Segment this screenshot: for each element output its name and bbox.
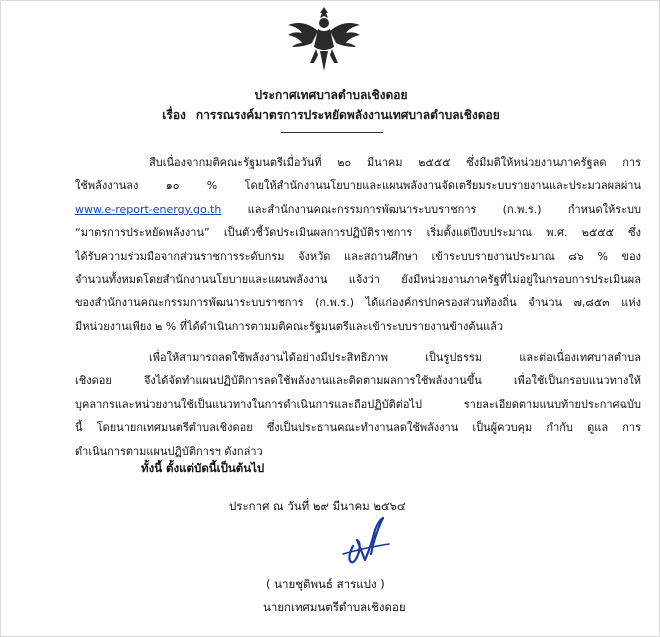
- garuda-emblem-icon: [284, 5, 364, 73]
- paragraph-1-line: จำนวนทั้งหมดโดยสำนักงานนโยบายและแผนพลังงาน แจ้งว่า ยังมีหน่วยงานภาครัฐที่ไม่อยู่ในกรอบการประเมินผล: [75, 273, 641, 287]
- paragraph-1-line: “มาตรการประหยัดพลังงาน” เป็นตัวชี้วัดประเมินผลการปฏิบัติราชการ เริ่มตั้งแต่ปีงบประมาณ พ.ศ. ๒๕๕๕ ซึ่ง: [75, 226, 641, 240]
- paragraph-1-line-text: และสำนักงานคณะกรรมการพัฒนาระบบราชการ (ก.พ.ร.) กำหนดให้ระบบ: [247, 202, 641, 216]
- signatory-position: นายกเทศมนตรีตำบลเชิงดอย: [263, 600, 406, 614]
- paragraph-1-line: ใช้พลังงานลง ๑๐ % โดยให้สำนักงานนโยบายและแผนพลังงานจัดเตรียมระบบรายงานและประมวลผลผ่าน: [75, 179, 641, 193]
- paragraph-2-line: บุคลากรและหน่วยงานใช้เป็นแนวทางในการดำเนินการและถือปฏิบัติต่อไป รายละเอียดตามแนบท้ายประกาศฉบับ: [75, 397, 641, 411]
- report-website-link[interactable]: www.e-report-energy.go.th: [75, 202, 222, 216]
- handwritten-signature-icon: [339, 516, 393, 572]
- closing-statement: ทั้งนี้ ตั้งแต่บัดนี้เป็นต้นไป: [141, 461, 265, 475]
- title-divider: [281, 132, 383, 133]
- document-subject: [1, 106, 660, 125]
- paragraph-2-line: เชิงดอย จึงได้จัดทำแผนปฏิบัติการลดใช้พลังงานและติดตามผลการใช้พลังงานขึ้น เพื่อใช้เป็นกรอบแนวทางให้: [75, 374, 641, 388]
- paragraph-1-line: ของสำนักงานคณะกรรมการพัฒนาระบบราชการ (ก.พ.ร.) ได้แก่องค์กรปกครองส่วนท้องถิ่น จำนวน ๗,๘๕๓ แห่ง: [75, 296, 641, 310]
- subject-text: การรณรงค์มาตรการประหยัดพลังงานเทศบาลตำบลเชิงดอย: [195, 108, 500, 122]
- paragraph-1-line-with-link: [75, 198, 641, 221]
- announcement-date: ประกาศ ณ วันที่ ๒๙ มีนาคม ๒๕๖๔: [229, 499, 406, 513]
- paragraph-2-line: ดำเนินการตามแผนปฏิบัติการฯ ดังกล่าว: [75, 444, 263, 458]
- paragraph-1-line: มีหน่วยงานเพียง ๒ % ที่ได้ดำเนินการตามมติคณะรัฐมนตรีและเข้าระบบรายงานข้างต้นแล้ว: [75, 319, 504, 333]
- paragraph-2-line: นี้ โดยนายกเทศมนตรีตำบลเชิงดอย ซึ่งเป็นประธานคณะทำงานลดใช้พลังงาน เป็นผู้ควบคุม กำกับ ดูแล การ: [75, 421, 641, 435]
- signatory-name: ( นายชุติพนธ์ สารแปง ): [266, 577, 385, 591]
- subject-label: เรื่อง: [162, 108, 186, 122]
- document-title: ประกาศเทศบาลตำบลเชิงดอย: [254, 88, 408, 102]
- paragraph-1-line: ได้รับความร่วมมือจากส่วนราชการระดับกรม จังหวัด และสถานศึกษา เข้าระบบรายงานประมาณ ๘๖ % ของ: [75, 249, 641, 263]
- paragraph-2: [75, 346, 641, 463]
- paragraph-1-line: สืบเนื่องจากมติคณะรัฐมนตรีเมื่อวันที่ ๒๐ มีนาคม ๒๕๕๕ ซึ่งมีมติให้หน่วยงานภาครัฐลด การ: [149, 156, 641, 169]
- paragraph-2-line: เพื่อให้สามารถลดใช้พลังงานได้อย่างมีประสิทธิภาพ เป็นรูปธรรม และต่อเนื่องเทศบาลตำบล: [149, 351, 641, 364]
- paragraph-1: [75, 151, 641, 338]
